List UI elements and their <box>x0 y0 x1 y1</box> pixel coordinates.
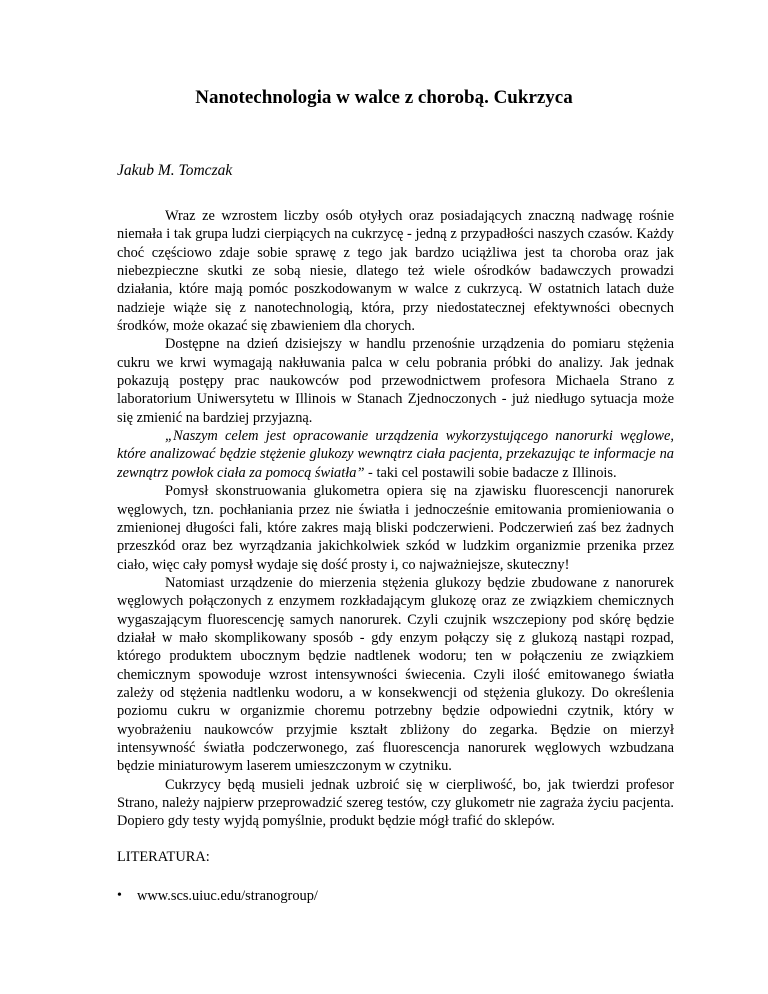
paragraph-fluorescence <box>117 482 674 574</box>
reference-url: www.scs.uiuc.edu/stranogroup/ <box>137 888 318 904</box>
paragraph-sensor <box>117 574 674 776</box>
paragraph-text: Wraz ze wzrostem liczby osób otyłych oraz posiadających znaczną nadwagę rośnie niemała i tak grupa ludzi cierpiących na cukrzycę - jedną z przypadłości naszych czasów. Każdy choć częściowo zdaje sobie sprawę z tego jak bardzo uciążliwa jest ta choroba oraz jak niebezpieczne skutki ze sobą niesie, dlatego też wiele ośrodków badawczych prowadzi działania, które mają pomóc poszkodowanym w walce z cukrzycą. W ostatnich latach duże nadzieje wiąże się z nanotechnologią, która, przy niedostatecznej efektywności obecnych środków, może okazać się zbawieniem dla chorych. <box>117 208 674 335</box>
document-title: Nanotechnologia w walce z chorobą. Cukrzyca <box>195 87 573 108</box>
paragraph-text: Pomysł skonstruowania glukometra opiera się na zjawisku fluorescencji nanorurek węglowych, tzn. pochłaniania przez nie światła i jednocześnie emitowania promieniowania o zmienionej długości fali, które zakres mają bliski podczerwieni. Podczerwień zaś bez żadnych przeszkód oraz bez wyrządzania jakichkolwiek szkód w ludzkim organizmie przenika przez ciało, więc cały pomysł wydaje się dość prosty i, co najważniejsze, skuteczny! <box>117 483 674 573</box>
paragraph-intro <box>117 207 674 335</box>
paragraph-text: - taki cel postawili sobie badacze z Illinois. <box>364 464 617 481</box>
quote-text: „Naszym celem jest opracowanie urządzenia wykorzystującego nanorurki węglowe, które analizować będzie stężenie glukozy wewnątrz ciała pacjenta, przekazując te informacje na zewnątrz powłok ciała za pomocą światła” <box>117 428 674 481</box>
bullet-icon: • <box>117 888 122 903</box>
paragraph-devices <box>117 335 674 427</box>
author-name: Jakub M. Tomczak <box>117 162 233 179</box>
literature-item <box>117 887 318 905</box>
literature-heading: LITERATURA: <box>117 849 210 865</box>
article-body <box>117 207 674 831</box>
paragraph-text: Natomiast urządzenie do mierzenia stężenia glukozy będzie zbudowane z nanorurek węglowych połączonych z enzymem rozkładającym glukozę oraz ze związkiem chemicznych wygaszającym fluorescencję samych nanorurek. Czyli czujnik wszczepiony pod skórę będzie działał w mało skomplikowany sposób - gdy enzym połączy się z glukozą nastąpi rozpad, którego produktem ubocznym będzie nadtlenek wodoru; ten w połączeniu ze związkiem chemicznym spowoduje wzrost intensywności świecenia. Czyli ilość emitowanego światła zależy od stężenia nadtlenku wodoru, a w konsekwencji od stężenia glukozy. Do określenia poziomu cukru w organizmie choremu potrzebny będzie odpowiedni czytnik, który w wyobrażeniu naukowców przyjmie kształt zbliżony do zegarka. Będzie on mierzył intensywność światła podczerwonego, zaś fluorescencja nanorurek węglowych wzbudzana będzie miniaturowym laserem umieszczonym w czytniku. <box>117 574 674 775</box>
literature-list <box>117 887 318 905</box>
paragraph-text: Cukrzycy będą musieli jednak uzbroić się w cierpliwość, bo, jak twierdzi profesor Strano, należy najpierw przeprowadzić szereg testów, czy glukometr nie zagraża życiu pacjenta. Dopiero gdy testy wyjdą pomyślnie, produkt będzie mógł trafić do sklepów. <box>117 776 674 830</box>
paragraph-quote <box>117 427 674 482</box>
paragraph-conclusion <box>117 776 674 831</box>
paragraph-text: Dostępne na dzień dzisiejszy w handlu przenośnie urządzenia do pomiaru stężenia cukru we krwi wymagają nakłuwania palca w celu pobrania próbki do analizy. Jak jednak pokazują postępy prac naukowców pod przewodnictwem profesora Michaela Strano z laboratorium Uniwersytetu w Illinois w Stanach Zjednoczonych - już niedługo sytuacja może się zmienić na bardziej przyjazną. <box>117 336 674 426</box>
